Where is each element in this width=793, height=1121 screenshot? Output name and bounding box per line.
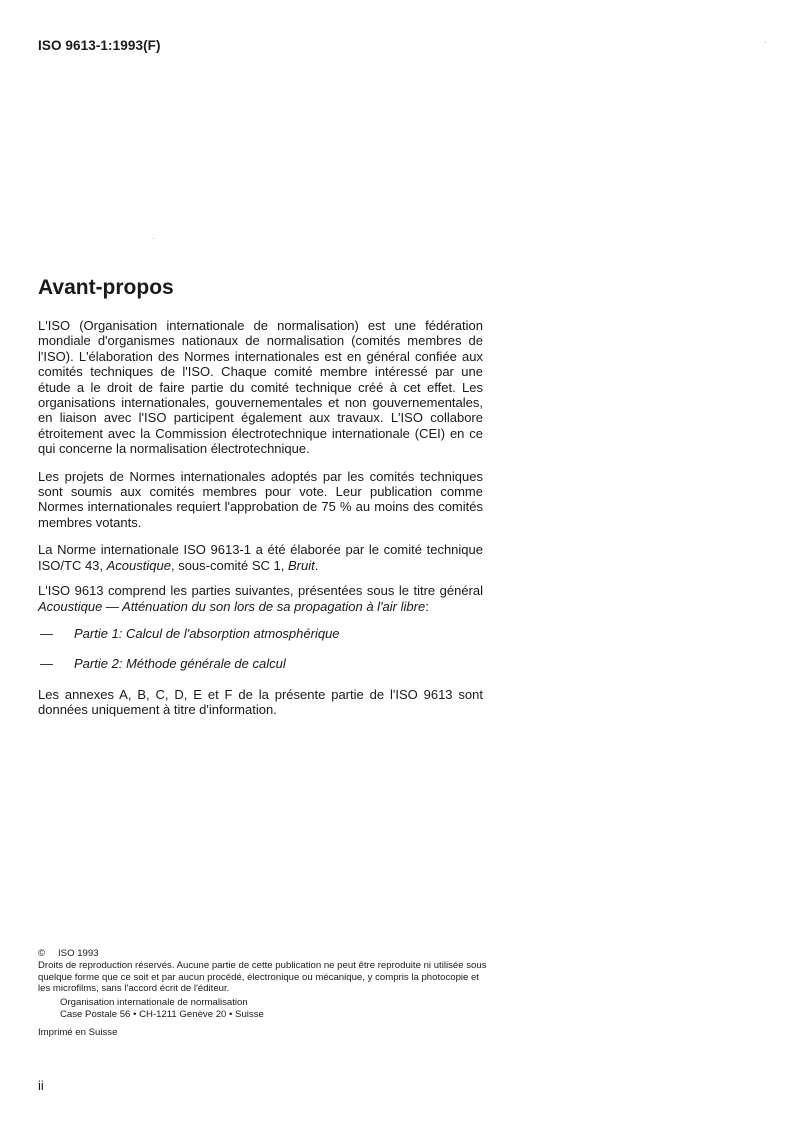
paragraph-draft-standards: Les projets de Normes internationales adoptés par les comités techniques sont soumis aux comités membres pour vote. Leur publication comme Normes internationales requiert l'approbation de 75 % au moins des comités membres votants.: [38, 468, 483, 530]
publisher-address: [60, 997, 488, 1021]
postal-address: Case Postale 56 • CH-1211 Genève 20 • Suisse: [60, 1008, 264, 1020]
paragraph-text: L'ISO 9613 comprend les parties suivantes, présentées sous le titre général: [38, 583, 483, 599]
document-id: ISO 9613-1:1993(F): [38, 38, 161, 53]
paragraph-iso-description: L'ISO (Organisation internationale de normalisation) est une fédération mondiale d'organismes nationaux de normalisation (comités membres de l'ISO). L'élaboration des Normes internationales est en général confiée aux comités techniques de l'ISO. Chaque comité membre intéressé par une étude a le droit de faire partie du comité technique créé à cet effet. Les organisations internationales, gouvernementales et non gouvernementales, en liaison avec l'ISO participent également aux travaux. L'ISO collabore étroitement avec la Commission électrotechnique internationale (CEI) en ce qui concerne la normalisation électrotechnique.: [38, 318, 483, 457]
paragraph-text: , sous-comité SC 1,: [170, 557, 289, 573]
list-item: [38, 626, 483, 641]
printed-in: Imprimé en Suisse: [38, 1026, 118, 1038]
copyright-icon: ©: [38, 948, 46, 959]
paragraph-text: :: [425, 598, 429, 614]
italic-term: Bruit: [288, 557, 315, 573]
copyright-line: [38, 948, 488, 960]
scan-speck: [153, 238, 154, 239]
list-item: [38, 656, 483, 671]
copyright-text: ISO 1993: [58, 948, 99, 959]
section-title: Avant-propos: [38, 276, 174, 299]
list-dash: —: [40, 625, 53, 641]
paragraph-committee: [38, 542, 483, 573]
paragraph-annexes: Les annexes A, B, C, D, E et F de la présente partie de l'ISO 9613 sont données uniquement à titre d'information.: [38, 686, 483, 718]
copyright-footer: [38, 948, 488, 1039]
list-dash: —: [40, 656, 53, 672]
list-item-label: Partie 2: Méthode générale de calcul: [74, 656, 286, 672]
paragraph-parts-intro: [38, 583, 483, 614]
foreword-body: [38, 318, 483, 730]
list-item-label: Partie 1: Calcul de l'absorption atmosphérique: [74, 625, 340, 641]
rights-notice: Droits de reproduction réservés. Aucune partie de cette publication ne peut être reproduite ni utilisée sous quelque forme que ce soit et par aucun procédé, électronique ou mécanique, y compris la photocopie et les microfilms, sans l'accord écrit de l'éditeur.: [38, 959, 487, 995]
italic-term: Acoustique: [106, 557, 171, 573]
scan-speck: [765, 42, 766, 43]
paragraph-text: La Norme internationale ISO 9613-1 a été élaborée par le comité technique ISO/TC 43,: [38, 542, 483, 573]
paragraph-text: .: [314, 557, 319, 573]
organisation-name: Organisation internationale de normalisation: [60, 997, 248, 1009]
parts-list: [38, 626, 483, 672]
page-number: ii: [38, 1078, 44, 1093]
italic-title: Acoustique — Atténuation du son lors de sa propagation à l'air libre: [38, 598, 426, 614]
